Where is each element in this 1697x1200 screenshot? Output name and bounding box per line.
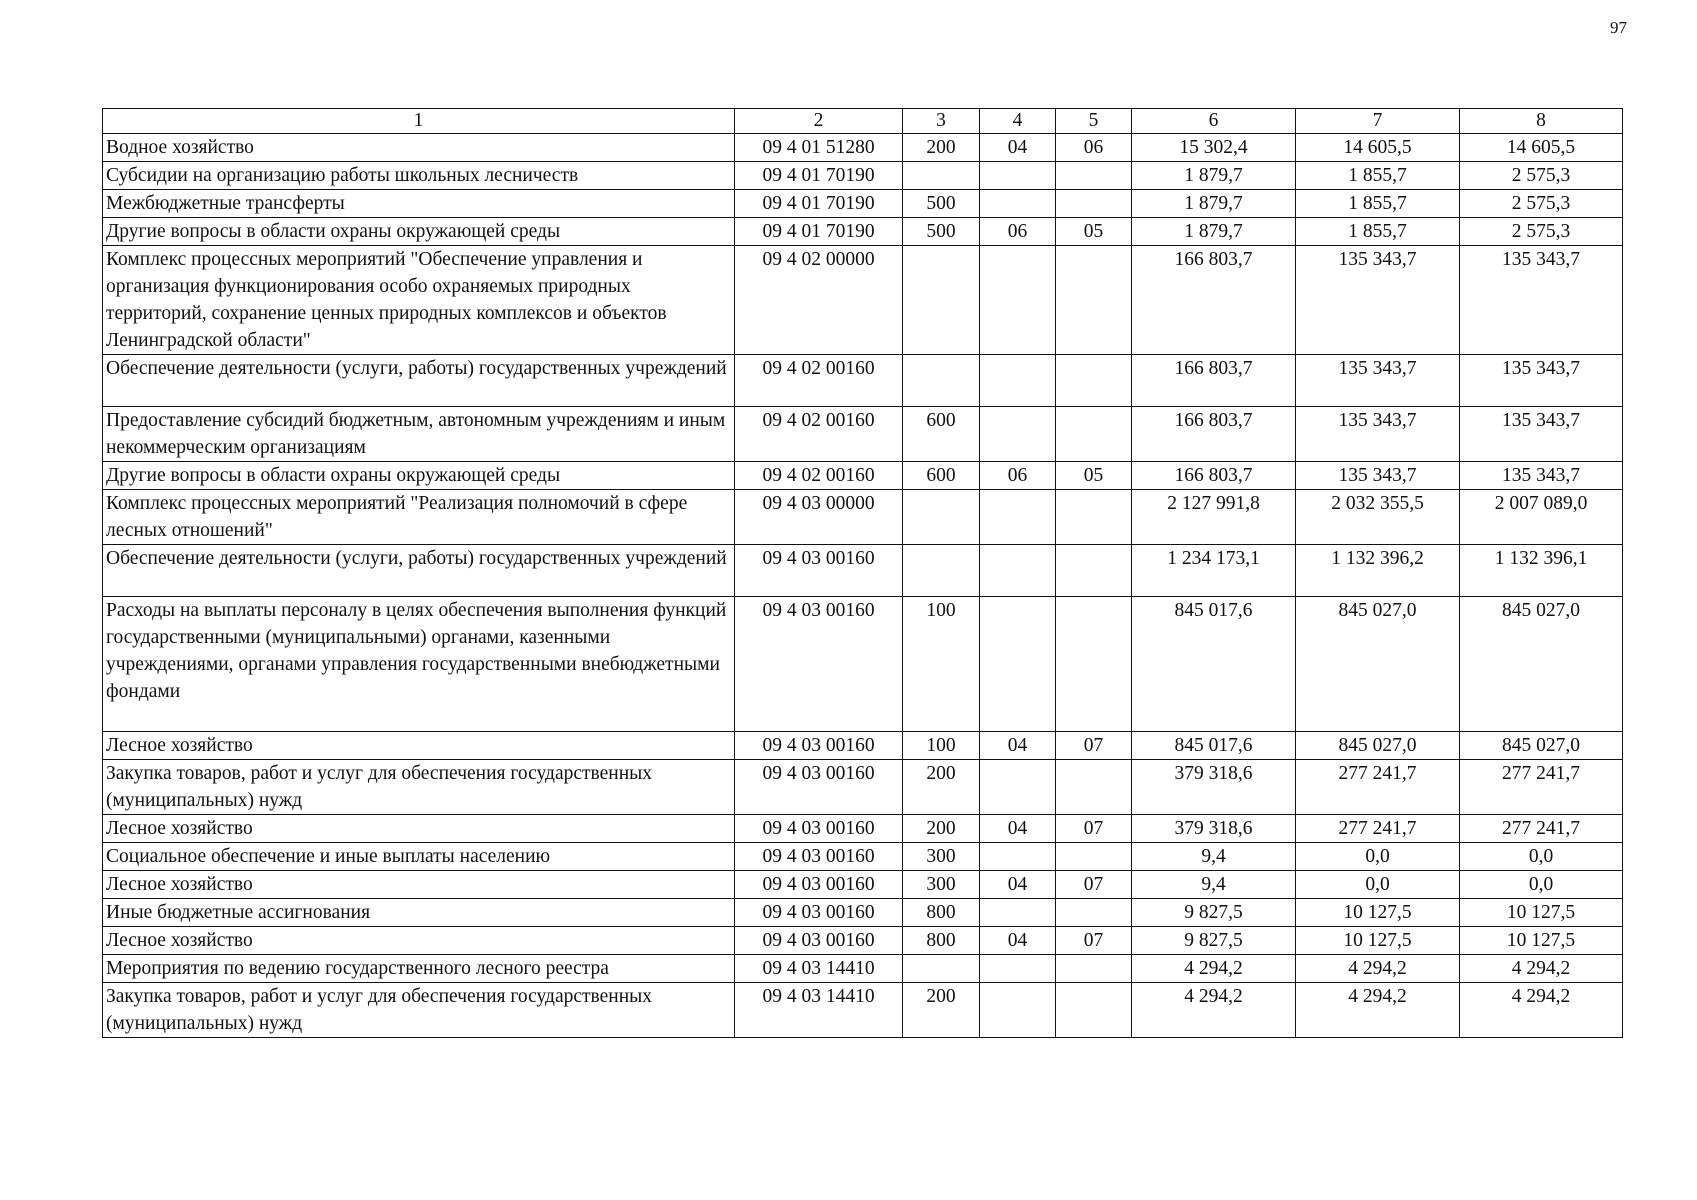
item-col5 [1056, 490, 1132, 545]
table-row [103, 983, 1623, 1038]
item-value-col8: 845 027,0 [1460, 732, 1623, 760]
item-value-col8: 135 343,7 [1460, 462, 1623, 490]
item-col5: 07 [1056, 815, 1132, 843]
item-name: Обеспечение деятельности (услуги, работы) государственных учреждений [103, 545, 735, 597]
item-col3: 800 [903, 927, 980, 955]
item-col3: 300 [903, 843, 980, 871]
item-col4 [980, 246, 1056, 355]
item-name: Обеспечение деятельности (услуги, работы) государственных учреждений [103, 355, 735, 407]
item-col5: 06 [1056, 134, 1132, 162]
item-code: 09 4 02 00160 [735, 407, 903, 462]
item-value-col8: 0,0 [1460, 843, 1623, 871]
item-col4 [980, 162, 1056, 190]
item-value-col6: 4 294,2 [1132, 983, 1296, 1038]
item-name: Предоставление субсидий бюджетным, автономным учреждениям и иным некоммерческим организациям [103, 407, 735, 462]
column-header: 2 [735, 109, 903, 134]
item-value-col8: 277 241,7 [1460, 760, 1623, 815]
item-name: Водное хозяйство [103, 134, 735, 162]
table-body [103, 134, 1623, 1038]
item-value-col8: 845 027,0 [1460, 597, 1623, 732]
item-value-col8: 277 241,7 [1460, 815, 1623, 843]
column-header: 6 [1132, 109, 1296, 134]
item-col4: 04 [980, 134, 1056, 162]
item-value-col8: 4 294,2 [1460, 955, 1623, 983]
page-number: 97 [1610, 18, 1627, 37]
item-value-col8: 10 127,5 [1460, 927, 1623, 955]
item-value-col8: 10 127,5 [1460, 899, 1623, 927]
table-row [103, 218, 1623, 246]
item-code: 09 4 03 00160 [735, 545, 903, 597]
item-value-col7: 10 127,5 [1296, 899, 1460, 927]
item-value-col6: 166 803,7 [1132, 407, 1296, 462]
item-col4 [980, 355, 1056, 407]
item-value-col8: 2 575,3 [1460, 218, 1623, 246]
item-code: 09 4 03 00160 [735, 815, 903, 843]
item-code: 09 4 03 00000 [735, 490, 903, 545]
item-value-col7: 4 294,2 [1296, 983, 1460, 1038]
item-value-col6: 166 803,7 [1132, 246, 1296, 355]
item-col3: 100 [903, 597, 980, 732]
item-value-col6: 4 294,2 [1132, 955, 1296, 983]
item-code: 09 4 03 00160 [735, 843, 903, 871]
item-code: 09 4 03 00160 [735, 899, 903, 927]
table-row [103, 955, 1623, 983]
item-value-col7: 1 855,7 [1296, 218, 1460, 246]
item-value-col8: 135 343,7 [1460, 407, 1623, 462]
item-col5 [1056, 407, 1132, 462]
item-value-col8: 14 605,5 [1460, 134, 1623, 162]
item-code: 09 4 03 00160 [735, 927, 903, 955]
item-value-col8: 135 343,7 [1460, 246, 1623, 355]
item-code: 09 4 02 00160 [735, 462, 903, 490]
item-name: Лесное хозяйство [103, 732, 735, 760]
column-header: 5 [1056, 109, 1132, 134]
table-row [103, 732, 1623, 760]
item-name: Расходы на выплаты персоналу в целях обеспечения выполнения функций государственными (муниципальными) органами, казенными учреждениями, органами управления государственными внебюджетными фондами [103, 597, 735, 732]
item-value-col8: 0,0 [1460, 871, 1623, 899]
item-value-col6: 845 017,6 [1132, 597, 1296, 732]
item-code: 09 4 03 00160 [735, 732, 903, 760]
header-row [103, 109, 1623, 134]
item-name: Иные бюджетные ассигнования [103, 899, 735, 927]
item-col4: 06 [980, 218, 1056, 246]
budget-table [102, 108, 1623, 1038]
item-value-col7: 135 343,7 [1296, 407, 1460, 462]
item-value-col6: 166 803,7 [1132, 355, 1296, 407]
item-col3: 800 [903, 899, 980, 927]
item-code: 09 4 03 14410 [735, 955, 903, 983]
item-col4 [980, 597, 1056, 732]
item-col5 [1056, 843, 1132, 871]
item-col4: 04 [980, 871, 1056, 899]
item-col3: 100 [903, 732, 980, 760]
item-name: Другие вопросы в области охраны окружающей среды [103, 462, 735, 490]
item-name: Лесное хозяйство [103, 927, 735, 955]
item-col3: 500 [903, 190, 980, 218]
item-value-col6: 9,4 [1132, 843, 1296, 871]
item-value-col6: 15 302,4 [1132, 134, 1296, 162]
item-col5 [1056, 190, 1132, 218]
item-name: Другие вопросы в области охраны окружающей среды [103, 218, 735, 246]
item-value-col6: 1 879,7 [1132, 218, 1296, 246]
item-value-col8: 2 007 089,0 [1460, 490, 1623, 545]
item-col5: 05 [1056, 462, 1132, 490]
item-name: Комплекс процессных мероприятий "Реализация полномочий в сфере лесных отношений" [103, 490, 735, 545]
item-value-col6: 9 827,5 [1132, 899, 1296, 927]
item-name: Закупка товаров, работ и услуг для обеспечения государственных (муниципальных) нужд [103, 983, 735, 1038]
item-code: 09 4 03 00160 [735, 871, 903, 899]
item-name: Лесное хозяйство [103, 871, 735, 899]
table-row [103, 134, 1623, 162]
item-col3 [903, 355, 980, 407]
item-value-col7: 2 032 355,5 [1296, 490, 1460, 545]
item-code: 09 4 02 00000 [735, 246, 903, 355]
item-col4: 04 [980, 927, 1056, 955]
item-value-col7: 4 294,2 [1296, 955, 1460, 983]
table-row [103, 490, 1623, 545]
item-value-col6: 1 234 173,1 [1132, 545, 1296, 597]
item-value-col6: 9 827,5 [1132, 927, 1296, 955]
item-code: 09 4 02 00160 [735, 355, 903, 407]
item-value-col7: 14 605,5 [1296, 134, 1460, 162]
item-col3 [903, 246, 980, 355]
item-col4 [980, 899, 1056, 927]
item-col3: 300 [903, 871, 980, 899]
item-code: 09 4 03 14410 [735, 983, 903, 1038]
item-value-col7: 135 343,7 [1296, 462, 1460, 490]
item-col4 [980, 490, 1056, 545]
item-value-col7: 1 132 396,2 [1296, 545, 1460, 597]
item-name: Социальное обеспечение и иные выплаты населению [103, 843, 735, 871]
item-code: 09 4 03 00160 [735, 760, 903, 815]
table-row [103, 815, 1623, 843]
item-col4 [980, 545, 1056, 597]
item-col5 [1056, 955, 1132, 983]
item-name: Межбюджетные трансферты [103, 190, 735, 218]
item-value-col6: 379 318,6 [1132, 760, 1296, 815]
item-value-col7: 135 343,7 [1296, 355, 1460, 407]
item-name: Комплекс процессных мероприятий "Обеспечение управления и организация функционирования особо охраняемых природных территорий, сохранение ценных природных комплексов и объектов Ленинградской области" [103, 246, 735, 355]
item-col5 [1056, 545, 1132, 597]
item-value-col8: 2 575,3 [1460, 162, 1623, 190]
item-code: 09 4 01 70190 [735, 190, 903, 218]
item-col3: 500 [903, 218, 980, 246]
item-col4: 06 [980, 462, 1056, 490]
item-col3 [903, 162, 980, 190]
item-value-col7: 277 241,7 [1296, 815, 1460, 843]
item-col5 [1056, 760, 1132, 815]
item-code: 09 4 01 70190 [735, 218, 903, 246]
item-value-col7: 1 855,7 [1296, 162, 1460, 190]
item-col4 [980, 407, 1056, 462]
item-col3: 600 [903, 462, 980, 490]
item-name: Мероприятия по ведению государственного лесного реестра [103, 955, 735, 983]
item-value-col8: 2 575,3 [1460, 190, 1623, 218]
item-col3: 200 [903, 983, 980, 1038]
item-code: 09 4 01 51280 [735, 134, 903, 162]
item-col5 [1056, 983, 1132, 1038]
column-header: 8 [1460, 109, 1623, 134]
item-name: Субсидии на организацию работы школьных лесничеств [103, 162, 735, 190]
item-value-col6: 166 803,7 [1132, 462, 1296, 490]
table-row [103, 355, 1623, 407]
table-row [103, 407, 1623, 462]
item-value-col6: 1 879,7 [1132, 162, 1296, 190]
table-row [103, 760, 1623, 815]
item-value-col7: 845 027,0 [1296, 597, 1460, 732]
item-col4 [980, 983, 1056, 1038]
item-col5: 05 [1056, 218, 1132, 246]
table-row [103, 927, 1623, 955]
item-code: 09 4 03 00160 [735, 597, 903, 732]
item-value-col8: 4 294,2 [1460, 983, 1623, 1038]
item-value-col8: 1 132 396,1 [1460, 545, 1623, 597]
item-col4 [980, 760, 1056, 815]
item-col5: 07 [1056, 871, 1132, 899]
table-row [103, 246, 1623, 355]
item-value-col7: 0,0 [1296, 871, 1460, 899]
column-header: 1 [103, 109, 735, 134]
item-col4: 04 [980, 815, 1056, 843]
item-col5 [1056, 597, 1132, 732]
item-name: Лесное хозяйство [103, 815, 735, 843]
item-col3: 600 [903, 407, 980, 462]
item-col3 [903, 490, 980, 545]
table-row [103, 190, 1623, 218]
table-row [103, 843, 1623, 871]
item-col4 [980, 843, 1056, 871]
item-value-col7: 0,0 [1296, 843, 1460, 871]
item-name: Закупка товаров, работ и услуг для обеспечения государственных (муниципальных) нужд [103, 760, 735, 815]
table-row [103, 871, 1623, 899]
item-col5 [1056, 899, 1132, 927]
item-code: 09 4 01 70190 [735, 162, 903, 190]
table-row [103, 545, 1623, 597]
item-col3 [903, 955, 980, 983]
column-header: 4 [980, 109, 1056, 134]
item-value-col7: 10 127,5 [1296, 927, 1460, 955]
item-col3: 200 [903, 760, 980, 815]
item-col5 [1056, 355, 1132, 407]
item-value-col7: 1 855,7 [1296, 190, 1460, 218]
table-row [103, 462, 1623, 490]
column-header: 7 [1296, 109, 1460, 134]
item-col3: 200 [903, 815, 980, 843]
item-col5 [1056, 246, 1132, 355]
item-value-col6: 9,4 [1132, 871, 1296, 899]
table-row [103, 899, 1623, 927]
item-col5: 07 [1056, 927, 1132, 955]
item-value-col6: 1 879,7 [1132, 190, 1296, 218]
table-row [103, 597, 1623, 732]
item-col5: 07 [1056, 732, 1132, 760]
item-col4: 04 [980, 732, 1056, 760]
item-value-col8: 135 343,7 [1460, 355, 1623, 407]
item-value-col6: 845 017,6 [1132, 732, 1296, 760]
item-value-col7: 277 241,7 [1296, 760, 1460, 815]
item-value-col6: 2 127 991,8 [1132, 490, 1296, 545]
item-col3 [903, 545, 980, 597]
column-header: 3 [903, 109, 980, 134]
item-value-col6: 379 318,6 [1132, 815, 1296, 843]
item-value-col7: 135 343,7 [1296, 246, 1460, 355]
item-col5 [1056, 162, 1132, 190]
item-col3: 200 [903, 134, 980, 162]
item-col4 [980, 955, 1056, 983]
table-row [103, 162, 1623, 190]
item-col4 [980, 190, 1056, 218]
item-value-col7: 845 027,0 [1296, 732, 1460, 760]
